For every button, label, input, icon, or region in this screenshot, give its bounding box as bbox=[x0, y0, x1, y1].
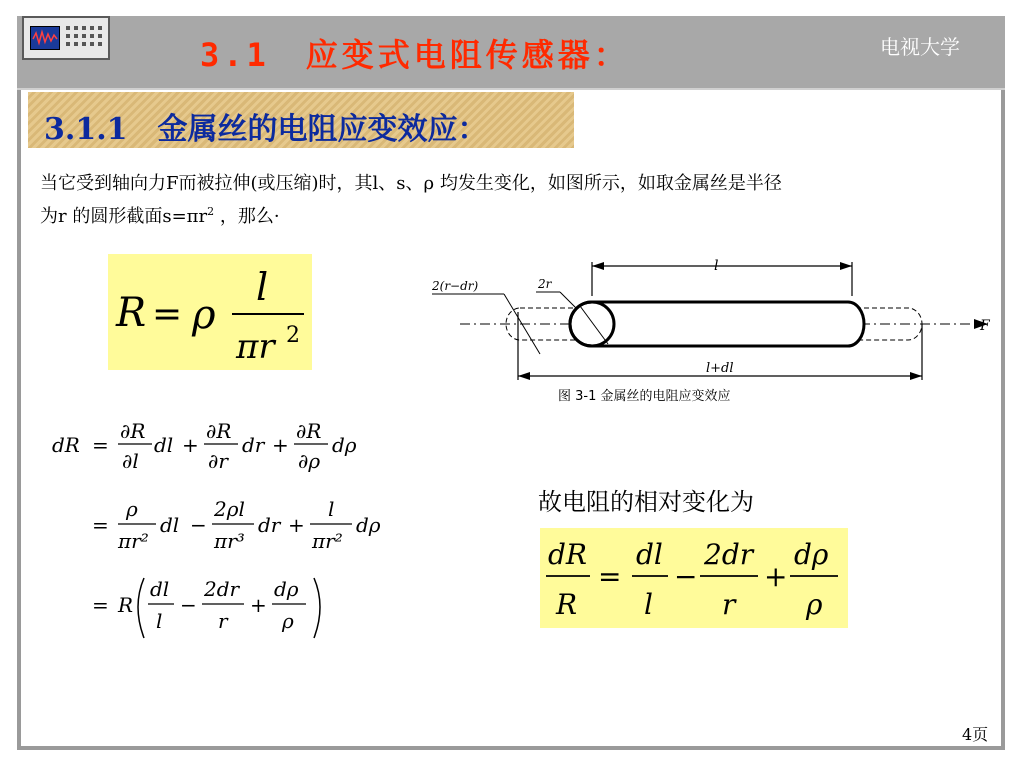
resistance-formula bbox=[108, 254, 312, 370]
deriv2-t3-num: l bbox=[328, 497, 335, 521]
result-t1-den: l bbox=[644, 588, 653, 621]
deriv1-t1-var: dl bbox=[154, 433, 174, 457]
label-force: F bbox=[980, 318, 990, 334]
intro-line-2-prefix: 为r 的圆形截面s=πr bbox=[40, 206, 208, 227]
deriv2-t2-den: πr³ bbox=[214, 529, 245, 553]
deriv1-t1-num: ∂R bbox=[120, 419, 146, 443]
deriv1-t2-den: ∂r bbox=[208, 449, 228, 473]
deriv3-t2-den: r bbox=[218, 609, 228, 633]
deriv2-t3-den: πr² bbox=[312, 529, 343, 553]
deriv3-eq: = bbox=[92, 593, 109, 617]
result-t2-num: 2dr bbox=[704, 538, 754, 571]
result-minus: − bbox=[674, 560, 698, 593]
formula-lhs: R bbox=[116, 290, 147, 336]
formula-numerator: l bbox=[256, 265, 269, 309]
deriv2-t3-var: dρ bbox=[356, 513, 381, 537]
deriv1-plus1: + bbox=[182, 433, 199, 457]
org-label: 电视大学 bbox=[880, 35, 960, 59]
section-title: 3.1.1 金属丝的电阻应变效应： bbox=[44, 112, 488, 147]
result-label: 故电阻的相对变化为 bbox=[538, 488, 754, 516]
deriv3-minus: − bbox=[180, 593, 197, 617]
intro-line-2-exponent: 2 bbox=[207, 205, 215, 218]
result-t3-den: ρ bbox=[806, 588, 823, 621]
deriv3-t1-num: dl bbox=[150, 577, 170, 601]
intro-paragraph bbox=[40, 170, 992, 231]
deriv1-t3-var: dρ bbox=[332, 433, 357, 457]
page-number: 4页 bbox=[962, 725, 989, 744]
deriv1-t2-num: ∂R bbox=[206, 419, 232, 443]
label-l: l bbox=[714, 258, 719, 274]
deriv3-t3-den: ρ bbox=[282, 609, 294, 633]
figure-caption: 图 3-1 金属丝的电阻应变效应 bbox=[558, 389, 731, 404]
result-t1-num: dl bbox=[636, 538, 663, 571]
deriv2-t2-num: 2ρl bbox=[214, 497, 245, 521]
instrument-logo-icon bbox=[22, 16, 110, 60]
deriv1-t2-var: dr bbox=[242, 433, 265, 457]
result-lhs-num: dR bbox=[548, 538, 588, 571]
result-t3-num: dρ bbox=[794, 538, 829, 571]
deriv1-t3-den: ∂ρ bbox=[298, 449, 321, 473]
deriv2-minus: − bbox=[190, 513, 207, 537]
deriv1-t1-den: ∂l bbox=[122, 449, 139, 473]
deriv2-t1-var: dl bbox=[160, 513, 180, 537]
intro-line-2-suffix: ，那么· bbox=[214, 206, 280, 227]
result-plus: + bbox=[764, 560, 788, 593]
deriv3-R: R bbox=[118, 593, 134, 617]
deriv1-lhs: dR bbox=[52, 433, 80, 457]
formula-denominator: πr bbox=[236, 327, 275, 367]
deriv1-t3-num: ∂R bbox=[296, 419, 322, 443]
intro-line-1: 当它受到轴向力F而被拉伸(或压缩)时，其l、s、ρ 均发生变化，如图所示，如取金属丝是半径 bbox=[40, 173, 782, 194]
deriv3-t3-num: dρ bbox=[274, 577, 299, 601]
deriv2-t2-var: dr bbox=[258, 513, 281, 537]
label-2r-minus-dr: 2(r−dr) bbox=[432, 279, 479, 293]
relative-change-formula bbox=[540, 528, 848, 628]
formula-rho: ρ bbox=[192, 292, 216, 338]
deriv1-eq: = bbox=[92, 433, 109, 457]
deriv3-plus: + bbox=[250, 593, 267, 617]
page-title: 3.1 应变式电阻传感器： bbox=[200, 36, 630, 74]
label-2r: 2r bbox=[538, 277, 552, 291]
deriv2-eq: = bbox=[92, 513, 109, 537]
deriv3-t2-num: 2dr bbox=[204, 577, 240, 601]
deriv2-t1-num: ρ bbox=[126, 497, 138, 521]
result-t2-den: r bbox=[722, 588, 736, 621]
result-lhs-den: R bbox=[556, 588, 578, 621]
formula-equals: = bbox=[152, 294, 183, 335]
derivation-formula bbox=[52, 412, 412, 652]
result-eq: = bbox=[598, 560, 622, 593]
deriv2-plus: + bbox=[288, 513, 305, 537]
wire-strain-figure bbox=[428, 252, 998, 408]
deriv1-plus2: + bbox=[272, 433, 289, 457]
deriv3-t1-den: l bbox=[156, 609, 163, 633]
formula-exponent: 2 bbox=[286, 323, 300, 348]
deriv2-t1-den: πr² bbox=[118, 529, 149, 553]
label-l-plus-dl: l+dl bbox=[706, 361, 734, 376]
